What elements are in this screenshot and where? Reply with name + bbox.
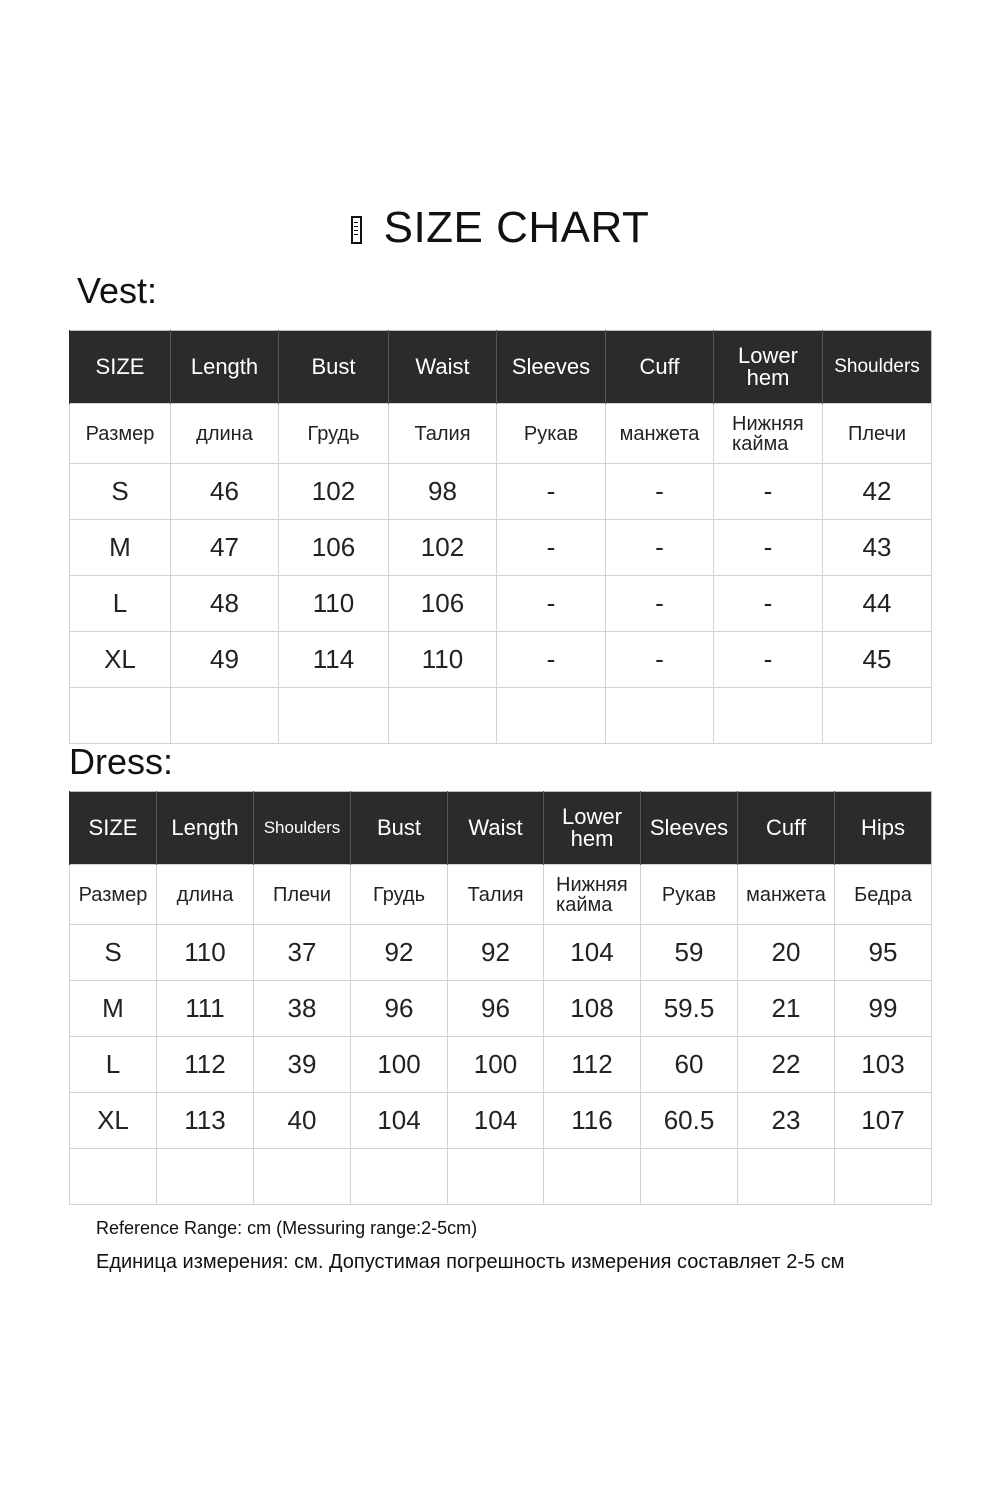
empty-cell	[448, 1149, 544, 1205]
empty-cell	[171, 688, 279, 744]
table-cell: 102	[389, 520, 497, 576]
vest-header-waist: Waist	[389, 331, 497, 404]
empty-cell	[254, 1149, 351, 1205]
table-cell: -	[606, 576, 714, 632]
dress-header-ru: Нижняя кайма	[544, 865, 641, 925]
empty-cell	[70, 1149, 157, 1205]
table-cell: 47	[171, 520, 279, 576]
table-cell: 96	[448, 981, 544, 1037]
table-row	[70, 925, 932, 981]
table-cell: 110	[157, 925, 254, 981]
empty-cell	[823, 688, 932, 744]
table-cell: M	[70, 981, 157, 1037]
vest-header-bust: Bust	[279, 331, 389, 404]
table-row	[70, 520, 932, 576]
table-cell: -	[714, 520, 823, 576]
table-cell: 100	[448, 1037, 544, 1093]
vest-size-table	[69, 330, 932, 744]
page-title-text: SIZE CHART	[383, 203, 650, 252]
empty-cell	[497, 688, 606, 744]
table-cell: 20	[738, 925, 835, 981]
table-cell: -	[497, 576, 606, 632]
table-cell: 113	[157, 1093, 254, 1149]
table-cell: 114	[279, 632, 389, 688]
table-row	[70, 576, 932, 632]
table-cell: 104	[351, 1093, 448, 1149]
page-title	[0, 203, 1000, 253]
table-cell: 100	[351, 1037, 448, 1093]
dress-header-ru-row	[70, 865, 932, 925]
table-row	[70, 1093, 932, 1149]
vest-header-shoulders: Shoulders	[823, 331, 932, 404]
table-cell: 98	[389, 464, 497, 520]
table-cell: XL	[70, 1093, 157, 1149]
dress-header-ru: Талия	[448, 865, 544, 925]
table-cell: 99	[835, 981, 932, 1037]
table-cell: 104	[448, 1093, 544, 1149]
table-cell: 108	[544, 981, 641, 1037]
table-cell: -	[606, 632, 714, 688]
vest-header-lower-hem: Lower hem	[714, 331, 823, 404]
empty-cell	[157, 1149, 254, 1205]
dress-header-ru: Бедра	[835, 865, 932, 925]
table-cell: L	[70, 576, 171, 632]
table-cell: 46	[171, 464, 279, 520]
table-cell: 104	[544, 925, 641, 981]
vest-header-ru: Грудь	[279, 404, 389, 464]
table-cell: 92	[448, 925, 544, 981]
empty-cell	[606, 688, 714, 744]
dress-label: Dress:	[69, 741, 174, 782]
empty-row	[70, 688, 932, 744]
table-cell: 92	[351, 925, 448, 981]
table-cell: 22	[738, 1037, 835, 1093]
table-cell: -	[714, 464, 823, 520]
empty-cell	[641, 1149, 738, 1205]
vest-header-sleeves: Sleeves	[497, 331, 606, 404]
dress-header-shoulders: Shoulders	[254, 792, 351, 865]
empty-cell	[389, 688, 497, 744]
dress-header-ru: Рукав	[641, 865, 738, 925]
vest-header-ru: манжета	[606, 404, 714, 464]
table-cell: 112	[157, 1037, 254, 1093]
table-cell: 59	[641, 925, 738, 981]
dress-header-hips: Hips	[835, 792, 932, 865]
vest-header-cuff: Cuff	[606, 331, 714, 404]
empty-cell	[714, 688, 823, 744]
table-cell: M	[70, 520, 171, 576]
table-cell: -	[497, 520, 606, 576]
table-cell: -	[714, 632, 823, 688]
table-cell: 102	[279, 464, 389, 520]
table-row	[70, 464, 932, 520]
dress-header-ru: длина	[157, 865, 254, 925]
dress-header-ru: Плечи	[254, 865, 351, 925]
vest-label: Vest:	[77, 270, 158, 311]
table-cell: 106	[389, 576, 497, 632]
table-cell: 95	[835, 925, 932, 981]
vest-header-ru: Рукав	[497, 404, 606, 464]
table-cell: 96	[351, 981, 448, 1037]
table-cell: 40	[254, 1093, 351, 1149]
ruler-icon	[351, 216, 362, 244]
table-cell: -	[497, 632, 606, 688]
empty-row	[70, 1149, 932, 1205]
vest-header-ru: Нижняя кайма	[714, 404, 823, 464]
table-cell: -	[497, 464, 606, 520]
dress-header-row	[70, 792, 932, 865]
dress-header-ru: манжета	[738, 865, 835, 925]
table-cell: 45	[823, 632, 932, 688]
vest-header-length: Length	[171, 331, 279, 404]
empty-cell	[351, 1149, 448, 1205]
dress-header-bust: Bust	[351, 792, 448, 865]
empty-cell	[544, 1149, 641, 1205]
table-cell: -	[606, 520, 714, 576]
table-cell: 107	[835, 1093, 932, 1149]
table-cell: 38	[254, 981, 351, 1037]
vest-header-ru: Плечи	[823, 404, 932, 464]
table-cell: L	[70, 1037, 157, 1093]
table-cell: 106	[279, 520, 389, 576]
table-cell: 43	[823, 520, 932, 576]
dress-header-ru: Размер	[70, 865, 157, 925]
dress-header-cuff: Cuff	[738, 792, 835, 865]
table-cell: 48	[171, 576, 279, 632]
table-cell: 59.5	[641, 981, 738, 1037]
table-cell: -	[606, 464, 714, 520]
table-cell: S	[70, 464, 171, 520]
table-cell: 110	[279, 576, 389, 632]
table-cell: 112	[544, 1037, 641, 1093]
empty-cell	[279, 688, 389, 744]
dress-header-lower-hem: Lower hem	[544, 792, 641, 865]
vest-header-ru: Талия	[389, 404, 497, 464]
table-cell: 21	[738, 981, 835, 1037]
reference-range-note-ru: Единица измерения: см. Допустимая погрешность измерения составляет 2-5 см	[96, 1251, 845, 1273]
vest-header-ru-row	[70, 404, 932, 464]
vest-header-ru: длина	[171, 404, 279, 464]
reference-range-note: Reference Range: cm (Messuring range:2-5cm)	[96, 1218, 478, 1238]
empty-cell	[835, 1149, 932, 1205]
table-cell: 23	[738, 1093, 835, 1149]
table-cell: 37	[254, 925, 351, 981]
table-cell: -	[714, 576, 823, 632]
dress-header-ru: Грудь	[351, 865, 448, 925]
dress-header-waist: Waist	[448, 792, 544, 865]
vest-header-size: SIZE	[70, 331, 171, 404]
table-cell: 103	[835, 1037, 932, 1093]
table-cell: 110	[389, 632, 497, 688]
table-cell: 60.5	[641, 1093, 738, 1149]
table-cell: XL	[70, 632, 171, 688]
empty-cell	[70, 688, 171, 744]
table-row	[70, 632, 932, 688]
table-cell: 111	[157, 981, 254, 1037]
table-cell: S	[70, 925, 157, 981]
table-cell: 60	[641, 1037, 738, 1093]
table-cell: 116	[544, 1093, 641, 1149]
table-cell: 49	[171, 632, 279, 688]
table-row	[70, 981, 932, 1037]
table-cell: 44	[823, 576, 932, 632]
empty-cell	[738, 1149, 835, 1205]
dress-header-size: SIZE	[70, 792, 157, 865]
table-row	[70, 1037, 932, 1093]
dress-header-sleeves: Sleeves	[641, 792, 738, 865]
table-cell: 42	[823, 464, 932, 520]
table-cell: 39	[254, 1037, 351, 1093]
vest-header-row	[70, 331, 932, 404]
dress-size-table	[69, 791, 932, 1205]
dress-header-length: Length	[157, 792, 254, 865]
vest-header-ru: Размер	[70, 404, 171, 464]
